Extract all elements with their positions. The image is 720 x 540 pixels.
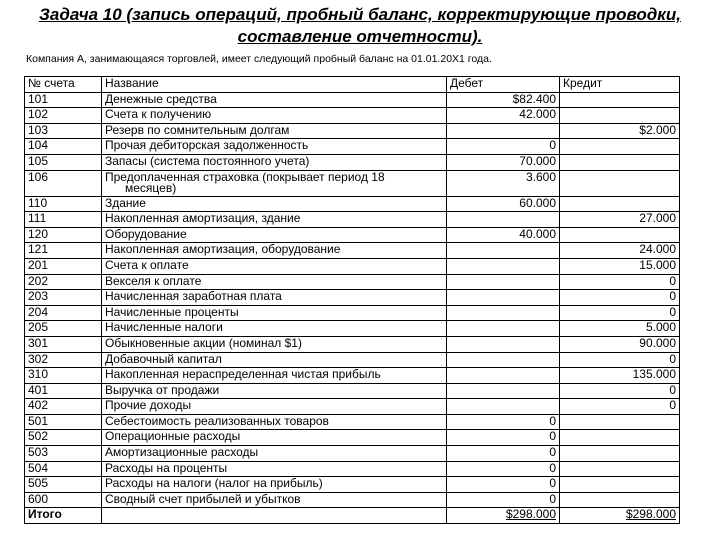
credit-value — [560, 414, 680, 430]
account-number — [25, 305, 102, 321]
credit-value — [560, 154, 680, 170]
debit-value — [447, 305, 560, 321]
total-label: Итого — [25, 508, 102, 524]
debit-value — [447, 212, 560, 228]
table-row — [25, 461, 680, 477]
page-title-line2: составление отчетности). — [237, 27, 483, 46]
debit-value — [447, 227, 560, 243]
account-number-text: 111 — [28, 211, 47, 226]
debit-value — [447, 336, 560, 352]
account-number — [25, 352, 102, 368]
credit-value — [560, 108, 680, 124]
account-number — [25, 258, 102, 274]
account-number — [25, 414, 102, 430]
debit-value — [447, 368, 560, 384]
account-number-text: 104 — [28, 138, 49, 153]
debit-value — [447, 492, 560, 508]
table-row — [25, 227, 680, 243]
account-number — [25, 196, 102, 212]
credit-value-text: $2.000 — [639, 122, 676, 137]
debit-value — [447, 92, 560, 108]
account-number — [25, 477, 102, 493]
debit-value-text: 0 — [549, 429, 556, 444]
account-name-text: Прочая дебиторская задолженность — [105, 138, 309, 153]
account-name-text: Здание — [105, 195, 146, 210]
account-name — [102, 492, 447, 508]
credit-value — [560, 290, 680, 306]
account-number-text: 503 — [28, 445, 49, 460]
account-number — [25, 92, 102, 108]
debit-value-text: 0 — [549, 413, 556, 428]
credit-value-text: 24.000 — [639, 242, 676, 257]
page-title: Задача 10 (запись операций, пробный баланс, корректирующие проводки, — [39, 5, 681, 24]
table-row — [25, 212, 680, 228]
account-number — [25, 368, 102, 384]
account-name-text: Прочие доходы — [105, 398, 192, 413]
account-number-text: 501 — [28, 413, 49, 428]
account-number-text: 121 — [28, 242, 49, 257]
debit-value-text: 0 — [549, 476, 556, 491]
credit-value — [560, 461, 680, 477]
account-name-text: Резерв по сомнительным долгам — [105, 122, 290, 137]
account-name — [102, 290, 447, 306]
debit-value — [447, 154, 560, 170]
credit-value-text: 90.000 — [639, 335, 676, 350]
account-number — [25, 123, 102, 139]
account-number-text: 504 — [28, 460, 49, 475]
account-number-text: 301 — [28, 335, 49, 350]
account-number — [25, 399, 102, 415]
account-number-text: 310 — [28, 367, 49, 382]
account-name — [102, 305, 447, 321]
credit-value — [560, 274, 680, 290]
account-name — [102, 227, 447, 243]
debit-value — [447, 383, 560, 399]
account-name — [102, 139, 447, 155]
total-debit — [447, 508, 560, 524]
account-number-text: 105 — [28, 153, 49, 168]
account-number — [25, 446, 102, 462]
debit-value — [447, 123, 560, 139]
account-number-text: 600 — [28, 491, 49, 506]
account-name-text: Запасы (система постоянного учета) — [105, 153, 310, 168]
account-number — [25, 336, 102, 352]
account-name — [102, 243, 447, 259]
debit-value — [447, 399, 560, 415]
account-name — [102, 352, 447, 368]
credit-value-text: 0 — [669, 273, 676, 288]
debit-value-text: 70.000 — [519, 153, 556, 168]
credit-value — [560, 368, 680, 384]
debit-value — [447, 243, 560, 259]
credit-value — [560, 258, 680, 274]
credit-value — [560, 383, 680, 399]
account-name-text: Начисленные налоги — [105, 320, 223, 335]
account-number — [25, 383, 102, 399]
account-number-text: 110 — [28, 195, 48, 210]
credit-value-text: 0 — [669, 351, 676, 366]
credit-value — [560, 139, 680, 155]
account-name — [102, 414, 447, 430]
account-number-text: 204 — [28, 304, 49, 319]
debit-value-text: 0 — [549, 460, 556, 475]
table-row — [25, 430, 680, 446]
account-number-text: 202 — [28, 273, 49, 288]
account-name — [102, 383, 447, 399]
account-name — [102, 196, 447, 212]
account-name-text: Счета к оплате — [105, 257, 189, 272]
account-name — [102, 154, 447, 170]
debit-value-text: 0 — [549, 138, 556, 153]
debit-value-text: 0 — [549, 445, 556, 460]
account-number — [25, 108, 102, 124]
account-name — [102, 321, 447, 337]
credit-value — [560, 227, 680, 243]
account-name — [102, 123, 447, 139]
table-row — [25, 446, 680, 462]
credit-value — [560, 477, 680, 493]
credit-value-text: 0 — [669, 398, 676, 413]
account-number — [25, 243, 102, 259]
credit-value — [560, 305, 680, 321]
account-name-text: Векселя к оплате — [105, 273, 202, 288]
account-number — [25, 170, 102, 196]
account-name-text: Начисленная заработная плата — [105, 289, 282, 304]
debit-value — [447, 430, 560, 446]
account-name-text: Обыкновенные акции (номинал $1) — [105, 335, 302, 350]
account-name — [102, 461, 447, 477]
account-number — [25, 321, 102, 337]
account-number-text: 402 — [28, 398, 49, 413]
table-row — [25, 274, 680, 290]
credit-value — [560, 430, 680, 446]
total-credit — [560, 508, 680, 524]
account-number — [25, 430, 102, 446]
account-name-text: Выручка от продажи — [105, 382, 220, 397]
account-name — [102, 212, 447, 228]
account-name — [102, 368, 447, 384]
debit-value-text: $82.400 — [512, 91, 556, 106]
account-name-text: Амортизационные расходы — [105, 445, 259, 460]
debit-value-text: 60.000 — [519, 195, 556, 210]
table-row — [25, 368, 680, 384]
credit-value — [560, 446, 680, 462]
account-name-text: Накопленная амортизация, здание — [105, 211, 301, 226]
account-name-text: Начисленные проценты — [105, 304, 239, 319]
account-number-text: 101 — [28, 91, 49, 106]
account-name-text: Накопленная нераспределенная чистая прибыль — [105, 367, 381, 382]
account-name-text: Предоплаченная страховка (покрывает период 18 — [105, 169, 385, 184]
table-row — [25, 258, 680, 274]
account-number-text: 205 — [28, 320, 49, 335]
account-name-text: Накопленная амортизация, оборудование — [105, 242, 341, 257]
account-number-text: 201 — [28, 257, 49, 272]
trial-balance-table — [24, 76, 680, 524]
account-number-text: 502 — [28, 429, 49, 444]
table-row — [25, 154, 680, 170]
account-name — [102, 108, 447, 124]
debit-value — [447, 258, 560, 274]
account-name — [102, 399, 447, 415]
debit-value-text: 0 — [549, 491, 556, 506]
table-row — [25, 92, 680, 108]
account-name-text: Расходы на налоги (налог на прибыль) — [105, 476, 323, 491]
table-row — [25, 108, 680, 124]
account-number-text: 505 — [28, 476, 49, 491]
account-name-text: Расходы на проценты — [105, 460, 228, 475]
account-number — [25, 274, 102, 290]
account-name-text: Добавочный капитал — [105, 351, 222, 366]
account-name — [102, 430, 447, 446]
debit-value — [447, 321, 560, 337]
credit-value — [560, 492, 680, 508]
debit-value — [447, 108, 560, 124]
account-number — [25, 461, 102, 477]
debit-value — [447, 477, 560, 493]
account-number — [25, 139, 102, 155]
header-credit: Кредит — [560, 77, 680, 93]
account-number-text: 120 — [28, 226, 49, 241]
account-name — [102, 477, 447, 493]
table-row — [25, 123, 680, 139]
credit-value — [560, 336, 680, 352]
debit-value — [447, 274, 560, 290]
table-row — [25, 243, 680, 259]
credit-value — [560, 399, 680, 415]
credit-value-text: 0 — [669, 304, 676, 319]
table-row — [25, 139, 680, 155]
account-number-text: 401 — [28, 382, 49, 397]
header-account: № счета — [25, 77, 102, 93]
account-number-text: 203 — [28, 289, 49, 304]
account-name — [102, 258, 447, 274]
credit-value-text: 27.000 — [639, 211, 676, 226]
account-name — [102, 336, 447, 352]
credit-value-text: 135.000 — [632, 367, 676, 382]
account-name — [102, 92, 447, 108]
account-number-text: 106 — [28, 169, 49, 184]
account-name — [102, 170, 447, 196]
total-credit-text: $298.000 — [625, 507, 676, 522]
account-number — [25, 492, 102, 508]
debit-value — [447, 414, 560, 430]
table-header — [25, 77, 680, 93]
table-row — [25, 196, 680, 212]
account-number-text: 302 — [28, 351, 49, 366]
account-number — [25, 154, 102, 170]
header-name: Название — [102, 77, 447, 93]
credit-value — [560, 170, 680, 196]
credit-value — [560, 352, 680, 368]
credit-value — [560, 92, 680, 108]
table-row — [25, 399, 680, 415]
table-row — [25, 336, 680, 352]
account-name-text: Денежные средства — [105, 91, 217, 106]
account-name — [102, 446, 447, 462]
debit-value-text: 42.000 — [519, 107, 556, 122]
table-row — [25, 305, 680, 321]
table-row — [25, 170, 680, 196]
credit-value-text: 5.000 — [645, 320, 676, 335]
credit-value-text: 0 — [669, 382, 676, 397]
total-debit-text: $298.000 — [505, 507, 556, 522]
credit-value — [560, 243, 680, 259]
account-name-text: Сводный счет прибылей и убытков — [105, 491, 301, 506]
account-name-text: Счета к получению — [105, 107, 212, 122]
table-row — [25, 492, 680, 508]
debit-value — [447, 196, 560, 212]
account-number-text: 103 — [28, 122, 49, 137]
debit-value — [447, 461, 560, 477]
credit-value-text: 15.000 — [639, 257, 676, 272]
table-row — [25, 414, 680, 430]
account-name-continuation: месяцев) — [125, 180, 177, 195]
debit-value — [447, 170, 560, 196]
debit-value — [447, 352, 560, 368]
credit-value — [560, 196, 680, 212]
account-number — [25, 227, 102, 243]
credit-value-text: 0 — [669, 289, 676, 304]
table-row — [25, 352, 680, 368]
debit-value — [447, 290, 560, 306]
account-number — [25, 290, 102, 306]
table-row — [25, 290, 680, 306]
header-debit: Дебет — [447, 77, 560, 93]
credit-value — [560, 321, 680, 337]
debit-value-text: 3.600 — [525, 169, 556, 184]
debit-value-text: 40.000 — [519, 226, 556, 241]
account-number-text: 102 — [28, 107, 49, 122]
total-row — [25, 508, 680, 524]
account-name-text: Себестоимость реализованных товаров — [105, 413, 329, 428]
credit-value — [560, 123, 680, 139]
account-name-text: Операционные расходы — [105, 429, 241, 444]
table-row — [25, 383, 680, 399]
account-number — [25, 212, 102, 228]
credit-value — [560, 212, 680, 228]
account-name-text: Оборудование — [105, 226, 187, 241]
table-row — [25, 321, 680, 337]
debit-value — [447, 446, 560, 462]
account-name — [102, 274, 447, 290]
subtitle: Компания А, занимающаяся торговлей, имеет следующий пробный баланс на 01.01.20X1 года. — [26, 53, 492, 65]
table-row — [25, 477, 680, 493]
debit-value — [447, 139, 560, 155]
total-name — [102, 508, 447, 524]
